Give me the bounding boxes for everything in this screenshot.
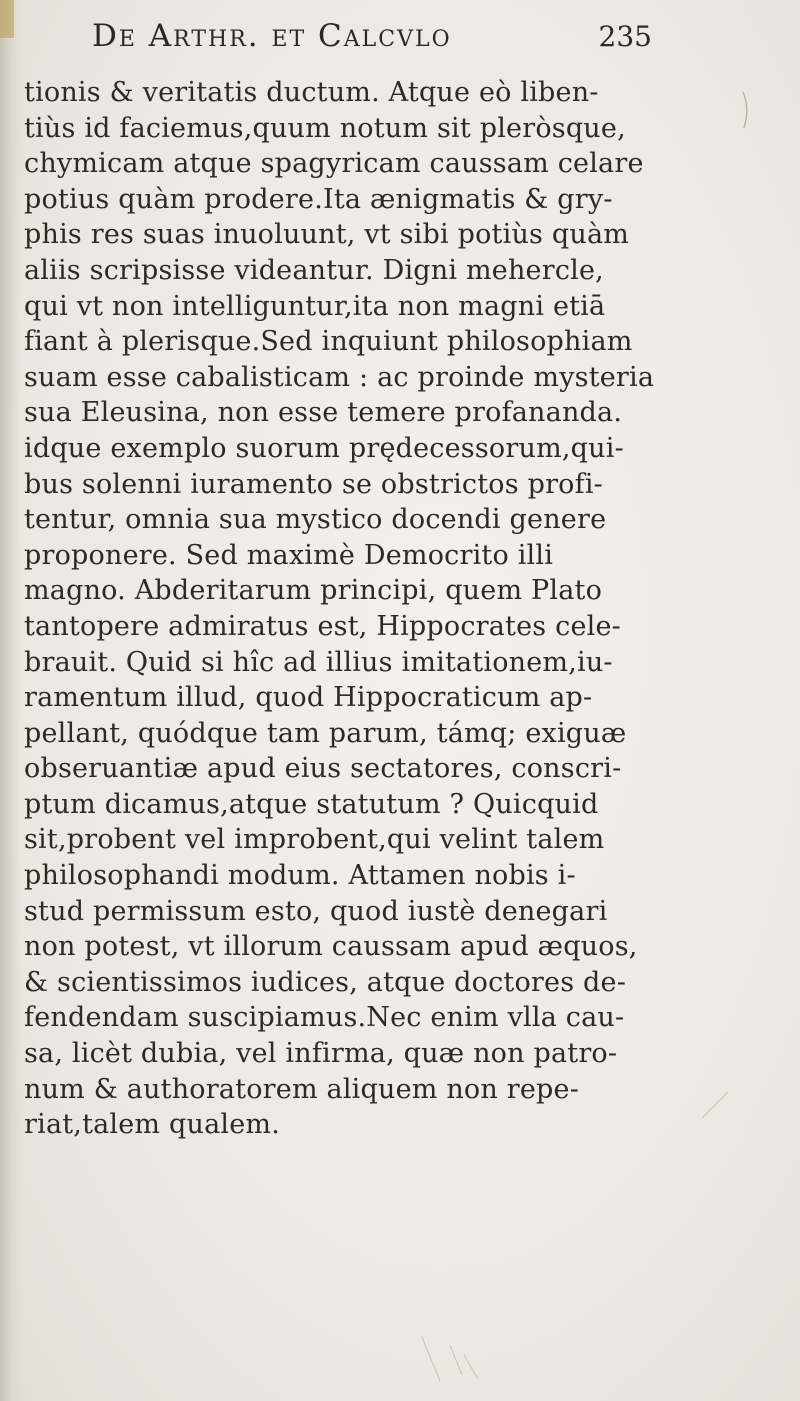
bleed-through-mark bbox=[740, 90, 754, 130]
text-line: tentur, omnia sua mystico docendi genere bbox=[24, 504, 607, 536]
text-line: sa, licèt dubia, vel infirma, quæ non patro- bbox=[24, 1038, 618, 1070]
text-line: non potest, vt illorum caussam apud æquos, bbox=[24, 931, 638, 963]
text-line: sit,probent vel improbent,qui velint talem bbox=[24, 824, 605, 856]
text-line: stud permissum esto, quod iustè denegari bbox=[24, 895, 608, 927]
text-line: proponere. Sed maximè Democrito illi bbox=[24, 539, 554, 571]
text-line: sua Eleusina, non esse temere profananda. bbox=[24, 397, 623, 429]
text-line: idque exemplo suorum prędecessorum,qui- bbox=[24, 432, 624, 464]
text-line: pellant, quódque tam parum, támq; exiguæ bbox=[24, 717, 627, 749]
text-line: phis res suas inuoluunt, vt sibi potiùs quàm bbox=[24, 219, 630, 251]
text-line: fiant à plerisque.Sed inquiunt philosophiam bbox=[24, 326, 633, 358]
page-number: 235 bbox=[598, 20, 652, 53]
text-line: tiùs id faciemus,quum notum sit pleròsque, bbox=[24, 112, 626, 144]
corner-stain bbox=[0, 0, 14, 38]
text-line: ramentum illud, quod Hippocraticum ap- bbox=[24, 682, 593, 714]
body-text bbox=[24, 75, 744, 1143]
text-line: ptum dicamus,atque statutum ? Quicquid bbox=[24, 788, 599, 820]
text-line: aliis scripsisse videantur. Digni mehercle, bbox=[24, 254, 604, 286]
text-line: tionis & veritatis ductum. Atque eò liben- bbox=[24, 77, 599, 108]
text-line: chymicam atque spagyricam caussam celare bbox=[24, 148, 644, 180]
running-head bbox=[92, 16, 652, 76]
bleed-through-mark bbox=[700, 1090, 730, 1120]
text-line: tantopere admiratus est, Hippocrates cele- bbox=[24, 610, 621, 642]
text-line: & scientissimos iudices, atque doctores de- bbox=[24, 966, 627, 998]
text-line: philosophandi modum. Attamen nobis i- bbox=[24, 860, 576, 892]
text-line: num & authoratorem aliquem non repe- bbox=[24, 1073, 580, 1105]
text-line: fendendam suscipiamus.Nec enim vlla cau- bbox=[24, 1002, 625, 1034]
text-line: qui vt non intelliguntur,ita non magni etiā bbox=[24, 290, 606, 322]
text-line: magno. Abderitarum principi, quem Plato bbox=[24, 575, 603, 607]
text-line: potius quàm prodere.Ita ænigmatis & gry- bbox=[24, 183, 613, 215]
text-line: bus solenni iuramento se obstrictos profi- bbox=[24, 468, 603, 500]
text-line: brauit. Quid si hîc ad illius imitationem,iu- bbox=[24, 646, 613, 678]
text-line: riat,talem qualem. bbox=[24, 1109, 280, 1141]
text-line: suam esse cabalisticam : ac proinde mysteria bbox=[24, 361, 655, 393]
gutter-shadow bbox=[0, 0, 22, 1401]
running-title: De Arthr. et Calcvlo bbox=[92, 18, 452, 54]
text-line: obseruantiæ apud eius sectatores, conscri- bbox=[24, 753, 622, 785]
bleed-through-mark bbox=[420, 1335, 480, 1385]
